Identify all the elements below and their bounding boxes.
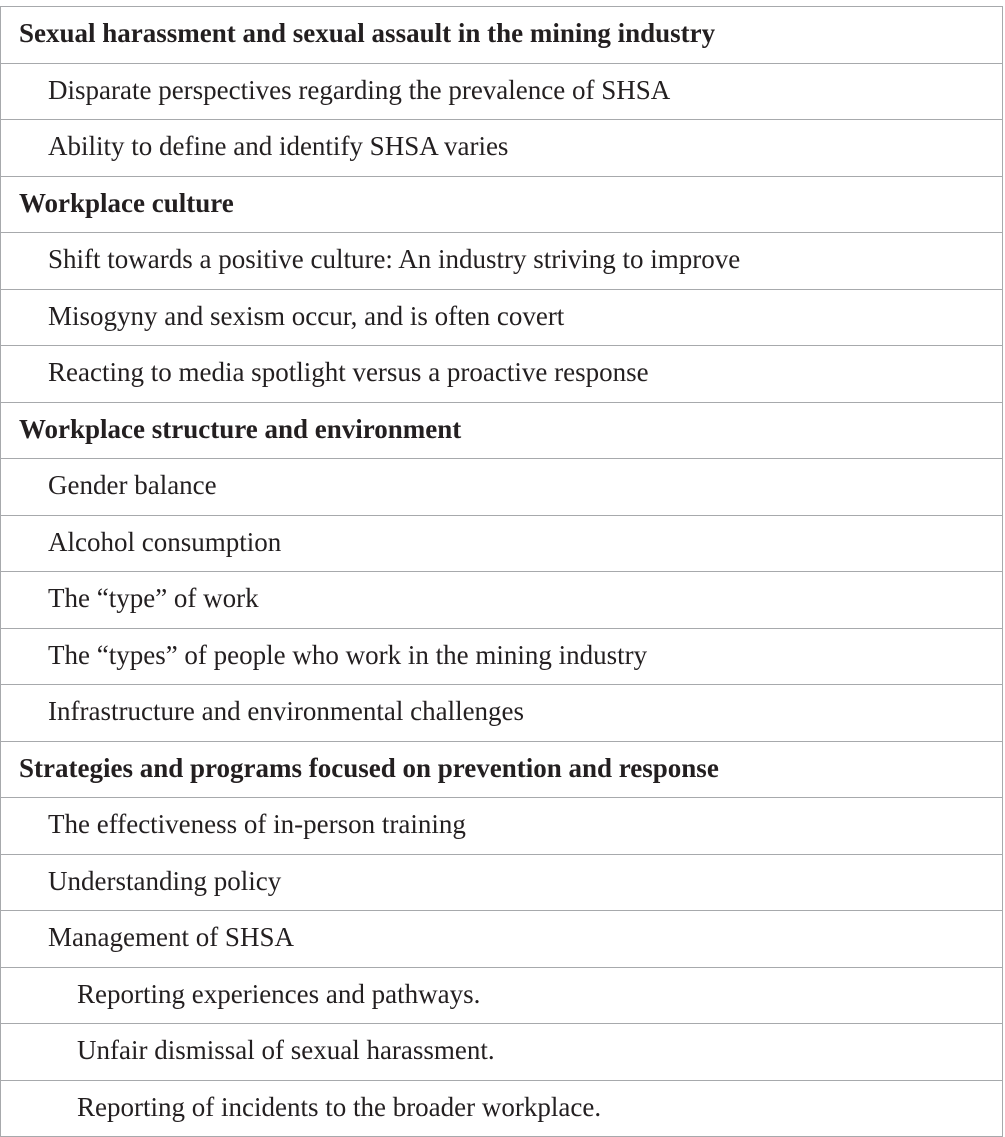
subtheme-row <box>1 628 1003 685</box>
subtheme-row-text: Infrastructure and environmental challenges <box>1 685 1003 742</box>
subtheme-row <box>1 685 1003 742</box>
themes-table <box>0 6 1003 1137</box>
subtheme-row-text: The effectiveness of in-person training <box>1 798 1003 855</box>
sub-subtheme-row <box>1 967 1003 1024</box>
subtheme-row <box>1 572 1003 629</box>
theme-row-text: Workplace structure and environment <box>1 402 1003 459</box>
sub-subtheme-row <box>1 1024 1003 1081</box>
theme-row <box>1 7 1003 64</box>
subtheme-row <box>1 798 1003 855</box>
subtheme-row-text: Shift towards a positive culture: An industry striving to improve <box>1 233 1003 290</box>
subtheme-row-text: Alcohol consumption <box>1 515 1003 572</box>
subtheme-row-text: Reacting to media spotlight versus a proactive response <box>1 346 1003 403</box>
subtheme-row-text: Misogyny and sexism occur, and is often covert <box>1 289 1003 346</box>
subtheme-row <box>1 63 1003 120</box>
theme-row-text: Workplace culture <box>1 176 1003 233</box>
subtheme-row-text: The “types” of people who work in the mining industry <box>1 628 1003 685</box>
subtheme-row <box>1 289 1003 346</box>
sub-subtheme-row-text: Reporting experiences and pathways. <box>1 967 1003 1024</box>
subtheme-row <box>1 346 1003 403</box>
subtheme-row-text: Ability to define and identify SHSA varies <box>1 120 1003 177</box>
sub-subtheme-row-text: Unfair dismissal of sexual harassment. <box>1 1024 1003 1081</box>
theme-row <box>1 402 1003 459</box>
subtheme-row <box>1 515 1003 572</box>
subtheme-row <box>1 459 1003 516</box>
subtheme-row <box>1 120 1003 177</box>
subtheme-row <box>1 911 1003 968</box>
subtheme-row-text: Disparate perspectives regarding the prevalence of SHSA <box>1 63 1003 120</box>
theme-row-text: Sexual harassment and sexual assault in the mining industry <box>1 7 1003 64</box>
subtheme-row-text: The “type” of work <box>1 572 1003 629</box>
theme-row <box>1 176 1003 233</box>
theme-row <box>1 741 1003 798</box>
subtheme-row-text: Management of SHSA <box>1 911 1003 968</box>
sub-subtheme-row <box>1 1080 1003 1137</box>
subtheme-row-text: Gender balance <box>1 459 1003 516</box>
subtheme-row <box>1 233 1003 290</box>
subtheme-row <box>1 854 1003 911</box>
themes-table-body <box>1 7 1003 1137</box>
sub-subtheme-row-text: Reporting of incidents to the broader workplace. <box>1 1080 1003 1137</box>
theme-row-text: Strategies and programs focused on prevention and response <box>1 741 1003 798</box>
subtheme-row-text: Understanding policy <box>1 854 1003 911</box>
